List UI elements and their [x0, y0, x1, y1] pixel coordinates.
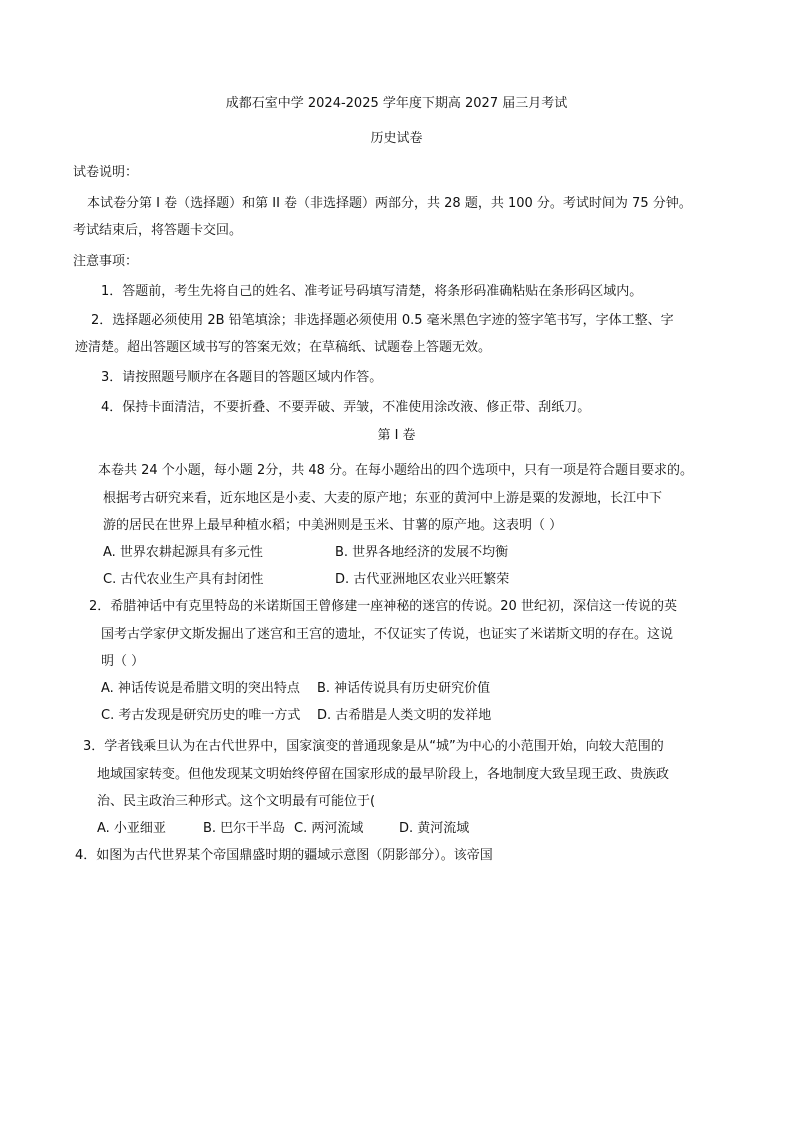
notes-item-3: 3．请按照题号顺序在各题目的答题区域内作答。 — [101, 370, 383, 385]
question-3-line-3: 治、民主政治三种形式。这个文明最有可能位于( — [97, 794, 376, 809]
question-2-option-b: B. 神话传说具有历史研究价值 — [317, 681, 491, 696]
question-2-option-d: D. 古希腊是人类文明的发祥地 — [317, 708, 492, 723]
question-2-option-a: A. 神话传说是希腊文明的突出特点 — [101, 681, 300, 696]
question-3-line-1: 3．学者钱乘旦认为在古代世界中，国家演变的普通现象是从“城”为中心的小范围开始，向较大范围的 — [83, 739, 664, 754]
question-1-line-2: 游的居民在世界上最早种植水稻；中美洲则是玉米、甘薯的原产地。这表明（ ） — [103, 518, 563, 533]
notes-item-2-line-1: 2．选择题必须使用 2B 铅笔填涂；非选择题必须使用 0.5 毫米黑色字迹的签字笔书写，字体工整、字 — [91, 313, 674, 328]
question-2-line-1: 2．希腊神话中有克里特岛的米诺斯国王曾修建一座神秘的迷宫的传说。20 世纪初，深信这一传说的英 — [89, 599, 677, 614]
subject-title: 历史试卷 — [370, 131, 423, 146]
question-1-option-d: D. 古代亚洲地区农业兴旺繁荣 — [335, 572, 510, 587]
notes-item-2-line-2: 迹清楚。超出答题区域书写的答案无效；在草稿纸、试题卷上答题无效。 — [75, 340, 492, 355]
question-3-option-b: B. 巴尔干半岛 — [203, 821, 286, 836]
question-3-option-c: C. 两河流域 — [294, 821, 364, 836]
question-3-line-2: 地域国家转变。但他发现某文明始终停留在国家形成的最早阶段上，各地制度大致呈现王政、贵族政 — [97, 767, 670, 782]
question-1-option-a: A. 世界农耕起源具有多元性 — [103, 545, 263, 560]
notes-item-1: 1．答题前，考生先将自己的姓名、准考证号码填写清楚，将条形码准确粘贴在条形码区域内。 — [101, 284, 643, 299]
instructions-line-2: 考试结束后，将答题卡交回。 — [73, 223, 243, 238]
question-3-option-d: D. 黄河流域 — [399, 821, 470, 836]
question-2-option-c: C. 考古发现是研究历史的唯一方式 — [101, 708, 301, 723]
notes-heading: 注意事项： — [73, 254, 139, 269]
section-intro: 本卷共 24 个小题，每小题 2分，共 48 分。在每小题给出的四个选项中，只有一项是符合题目要求的。 — [98, 463, 694, 478]
question-1-option-b: B. 世界各地经济的发展不均衡 — [335, 545, 509, 560]
question-4-line-1: 4．如图为古代世界某个帝国鼎盛时期的疆域示意图（阴影部分）。该帝国 — [75, 848, 493, 863]
section-title: 第 I 卷 — [377, 428, 416, 443]
instructions-line-1: 本试卷分第 I 卷（选择题）和第 II 卷（非选择题）两部分，共 28 题，共 100 分。考试时间为 75 分钟。 — [87, 196, 692, 211]
question-2-line-3: 明（ ） — [101, 654, 145, 669]
exam-title: 成都石室中学 2024-2025 学年度下期高 2027 届三月考试 — [225, 96, 568, 111]
question-1-line-1: 根据考古研究来看，近东地区是小麦、大麦的原产地；东亚的黄河中上游是粟的发源地，长江中下 — [103, 491, 663, 506]
notes-item-4: 4．保持卡面清洁，不要折叠、不要弄破、弄皱，不准使用涂改液、修正带、刮纸刀。 — [101, 400, 591, 415]
question-3-option-a: A. 小亚细亚 — [97, 821, 166, 836]
instructions-heading: 试卷说明： — [73, 165, 139, 180]
question-2-line-2: 国考古学家伊文斯发掘出了迷宫和王宫的遗址，不仅证实了传说，也证实了米诺斯文明的存在。这说 — [101, 627, 674, 642]
question-1-option-c: C. 古代农业生产具有封闭性 — [103, 572, 264, 587]
